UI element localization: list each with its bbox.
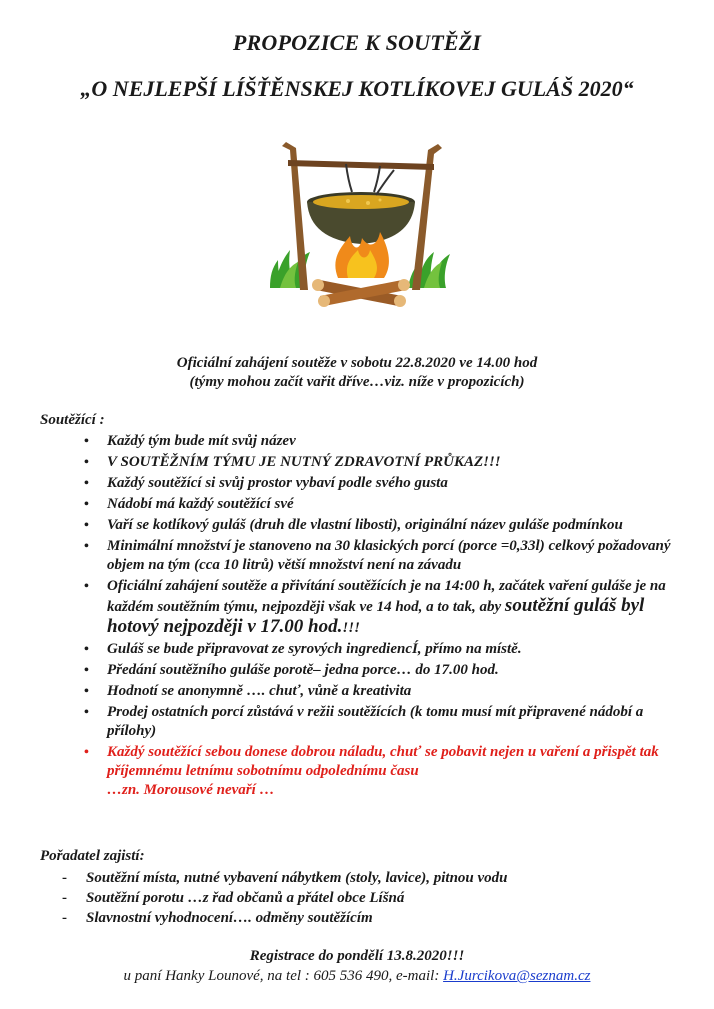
competitor-rules-list	[82, 432, 682, 802]
list-item: - Soutěžní porotu …z řad občanů a přátel obce Líšná	[62, 888, 662, 908]
list-item: • Prodej ostatních porcí zůstává v režii soutěžících (k tomu musí mít připravené nádobí a přílohy)	[82, 703, 682, 741]
list-item: • Minimální množství je stanoveno na 30 klasických porcí (porce =0,33l) celkový požadovaný objem na tým (cca 10 litrů) větší množství není na závadu	[82, 537, 682, 575]
cauldron-over-campfire-icon	[268, 140, 454, 308]
page-title: PROPOZICE K SOUTĚŽI	[232, 30, 482, 55]
intro-block	[0, 354, 714, 392]
list-item: • Guláš se bude připravovat ze syrových ingrediencÍ, přímo na místě.	[82, 640, 682, 659]
start-item-emphasis: soutěžní guláš byl hotový nejpozději v 17.00 hod.	[107, 595, 645, 637]
start-item-text: Oficiální zahájení soutěže a přivítání soutěžících je na 14:00 h, začátek vaření guláše je na každém soutěžním týmu, nejpozději však ve 14 hod, a to tak, aby	[107, 578, 666, 615]
list-item: - Slavnostní vyhodnocení…. odměny soutěžícím	[62, 908, 662, 928]
organizer-list	[62, 868, 662, 928]
contact-text: u paní Hanky Lounové, na tel : 605 536 490, e-mail:	[123, 968, 444, 984]
list-item: • Hodnotí se anonymně …. chuť, vůně a kreativita	[82, 682, 682, 701]
mood-item-text: Každý soutěžící sebou donese dobrou náladu, chuť se pobavit nejen u vaření a přispět tak příjemnému letnímu sobotnímu odpolednímu času	[107, 744, 659, 779]
list-item: • Každý soutěžící si svůj prostor vybaví podle svého gusta	[82, 474, 682, 493]
mood-item-note: …zn. Morousové nevaří …	[107, 782, 275, 798]
registration-contact	[0, 968, 714, 985]
organizer-label: Pořadatel zajistí:	[40, 848, 145, 864]
registration-deadline: Registrace do pondělí 13.8.2020!!!	[249, 948, 465, 964]
competition-title: „O NEJLEPŠÍ LÍŠŤĚNSKEJ KOTLÍKOVEJ GULÁŠ 2020“	[80, 76, 634, 101]
email-link[interactable]: H.Jurcikova@seznam.cz	[443, 968, 591, 984]
competitors-label: Soutěžící :	[40, 412, 105, 428]
list-item: • Předání soutěžního guláše porotě– jedna porce… do 17.00 hod.	[82, 661, 682, 680]
intro-note: (týmy mohou začít vařit dříve…viz. níže v propozicích)	[189, 374, 525, 390]
list-item: • V SOUTĚŽNÍM TÝMU JE NUTNÝ ZDRAVOTNÍ PRŮKAZ!!!	[82, 453, 682, 472]
list-item: - Soutěžní místa, nutné vybavení nábytkem (stoly, lavice), pitnou vodu	[62, 868, 662, 888]
start-item-suffix: !!!	[342, 620, 360, 636]
list-item-start-time	[82, 577, 682, 638]
list-item: • Vaří se kotlíkový guláš (druh dle vlastní libosti), originální název guláše podmínkou	[82, 516, 682, 535]
list-item: • Každý tým bude mít svůj název	[82, 432, 682, 451]
intro-start-time: Oficiální zahájení soutěže v sobotu 22.8.2020 ve 14.00 hod	[176, 355, 538, 371]
list-item-good-mood	[82, 743, 682, 800]
list-item: • Nádobí má každý soutěžící své	[82, 495, 682, 514]
